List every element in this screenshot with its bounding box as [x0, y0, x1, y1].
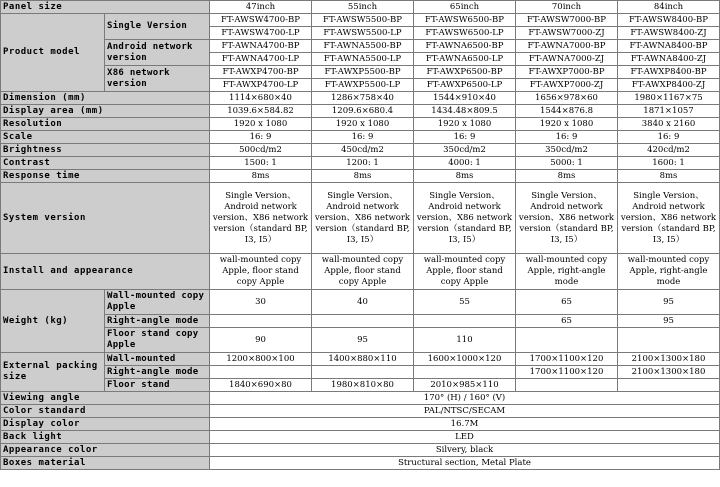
- pack-cell: 1400×880×110: [312, 353, 414, 366]
- label-display-area: Display area (mm): [1, 105, 210, 118]
- row-model-single-a: [1, 14, 720, 27]
- row-brightness: [1, 144, 720, 157]
- pack-cell: 2100×1300×180: [618, 353, 720, 366]
- row-install-appearance: [1, 254, 720, 290]
- weight-cell: 95: [312, 328, 414, 353]
- scale-cell: 16: 9: [516, 131, 618, 144]
- row-weight-floor: [1, 328, 720, 353]
- install-appearance-cell: wall-mounted copy Apple, right-angle mode: [618, 254, 720, 290]
- row-system-version: [1, 183, 720, 254]
- label-display-color: Display color: [1, 418, 210, 431]
- model-cell: FT-AWSW7000-ZJ: [516, 27, 618, 40]
- dimension-cell: 1544×910×40: [414, 92, 516, 105]
- size-cell: 55inch: [312, 1, 414, 14]
- model-cell: FT-AWSW7000-BP: [516, 14, 618, 27]
- label-right-angle-mode: Right-angle mode: [105, 315, 210, 328]
- resolution-cell: 1920 x 1080: [516, 118, 618, 131]
- label-product-model: Product model: [1, 14, 105, 92]
- label-system-version: System version: [1, 183, 210, 254]
- label-right-angle-mode: Right-angle mode: [105, 366, 210, 379]
- model-cell: FT-AWSW6500-BP: [414, 14, 516, 27]
- resolution-cell: 1920 x 1080: [414, 118, 516, 131]
- label-dimension: Dimension (mm): [1, 92, 210, 105]
- system-version-cell: Single Version、Android network version、X86 network version（standard BP, I3, I5）: [414, 183, 516, 254]
- pack-cell: 1980×810×80: [312, 379, 414, 392]
- row-display-area: [1, 105, 720, 118]
- install-appearance-cell: wall-mounted copy Apple, floor stand copy Apple: [312, 254, 414, 290]
- row-dimension: [1, 92, 720, 105]
- resolution-cell: 1920 x 1080: [210, 118, 312, 131]
- pack-cell: 2100×1300×180: [618, 366, 720, 379]
- row-weight-wall: [1, 290, 720, 315]
- model-cell: FT-AWXP4700-BP: [210, 66, 312, 79]
- dimension-cell: 1980×1167×75: [618, 92, 720, 105]
- brightness-cell: 420cd/m2: [618, 144, 720, 157]
- pack-cell: 1700×1100×120: [516, 366, 618, 379]
- dimension-cell: 1114×680×40: [210, 92, 312, 105]
- model-cell: FT-AWNA7000-BP: [516, 40, 618, 53]
- model-cell: FT-AWSW5500-BP: [312, 14, 414, 27]
- model-cell: FT-AWXP8400-ZJ: [618, 79, 720, 92]
- weight-cell: 90: [210, 328, 312, 353]
- brightness-cell: 450cd/m2: [312, 144, 414, 157]
- row-boxes-material: [1, 457, 720, 470]
- pack-cell: 1200×800×100: [210, 353, 312, 366]
- weight-cell: 110: [414, 328, 516, 353]
- label-contrast: Contrast: [1, 157, 210, 170]
- model-cell: FT-AWSW4700-LP: [210, 27, 312, 40]
- label-single-version: Single Version: [105, 14, 210, 40]
- model-cell: FT-AWXP7000-ZJ: [516, 79, 618, 92]
- response-time-cell: 8ms: [618, 170, 720, 183]
- row-weight-right: [1, 315, 720, 328]
- brightness-cell: 350cd/m2: [516, 144, 618, 157]
- contrast-cell: 1200: 1: [312, 157, 414, 170]
- scale-cell: 16: 9: [618, 131, 720, 144]
- weight-cell: [210, 315, 312, 328]
- label-brightness: Brightness: [1, 144, 210, 157]
- label-floor-stand-copy: Floor stand copy Apple: [105, 328, 210, 353]
- row-resolution: [1, 118, 720, 131]
- model-cell: FT-AWXP6500-BP: [414, 66, 516, 79]
- scale-cell: 16: 9: [210, 131, 312, 144]
- install-appearance-cell: wall-mounted copy Apple, floor stand copy Apple: [210, 254, 312, 290]
- row-display-color: [1, 418, 720, 431]
- row-model-x86-a: [1, 66, 720, 79]
- display-area-cell: 1544×876.8: [516, 105, 618, 118]
- contrast-cell: 4000: 1: [414, 157, 516, 170]
- model-cell: FT-AWXP4700-LP: [210, 79, 312, 92]
- system-version-cell: Single Version、Android network version、X86 network version（standard BP, I3, I5）: [312, 183, 414, 254]
- display-area-cell: 1209.6×680.4: [312, 105, 414, 118]
- label-boxes-material: Boxes material: [1, 457, 210, 470]
- weight-cell: 65: [516, 290, 618, 315]
- label-floor-stand: Floor stand: [105, 379, 210, 392]
- viewing-angle-value: 170° (H) / 160° (V): [210, 392, 720, 405]
- row-pack-floor: [1, 379, 720, 392]
- install-appearance-cell: wall-mounted copy Apple, right-angle mode: [516, 254, 618, 290]
- row-color-standard: [1, 405, 720, 418]
- row-scale: [1, 131, 720, 144]
- weight-cell: 65: [516, 315, 618, 328]
- resolution-cell: 1920 x 1080: [312, 118, 414, 131]
- row-model-android-a: [1, 40, 720, 53]
- model-cell: FT-AWSW4700-BP: [210, 14, 312, 27]
- response-time-cell: 8ms: [414, 170, 516, 183]
- size-cell: 84inch: [618, 1, 720, 14]
- pack-cell: [210, 366, 312, 379]
- system-version-cell: Single Version、Android network version、X86 network version（standard BP, I3, I5）: [516, 183, 618, 254]
- response-time-cell: 8ms: [516, 170, 618, 183]
- boxes-material-value: Structural section, Metal Plate: [210, 457, 720, 470]
- model-cell: FT-AWNA6500-BP: [414, 40, 516, 53]
- appearance-color-value: Silvery, black: [210, 444, 720, 457]
- system-version-cell: Single Version、Android network version、X86 network version（standard BP, I3, I5）: [210, 183, 312, 254]
- dimension-cell: 1286×758×40: [312, 92, 414, 105]
- model-cell: FT-AWNA4700-BP: [210, 40, 312, 53]
- row-appearance-color: [1, 444, 720, 457]
- pack-cell: [312, 366, 414, 379]
- pack-cell: [618, 379, 720, 392]
- model-cell: FT-AWNA5500-LP: [312, 53, 414, 66]
- brightness-cell: 350cd/m2: [414, 144, 516, 157]
- pack-cell: 1600×1000×120: [414, 353, 516, 366]
- model-cell: FT-AWSW6500-LP: [414, 27, 516, 40]
- row-viewing-angle: [1, 392, 720, 405]
- model-cell: FT-AWNA8400-BP: [618, 40, 720, 53]
- pack-cell: [414, 366, 516, 379]
- label-resolution: Resolution: [1, 118, 210, 131]
- label-external-packing: External packing size: [1, 353, 105, 392]
- system-version-cell: Single Version、Android network version、X86 network version（standard BP, I3, I5）: [618, 183, 720, 254]
- label-response-time: Response time: [1, 170, 210, 183]
- model-cell: FT-AWSW8400-ZJ: [618, 27, 720, 40]
- label-wall-mounted-copy: Wall-mounted copy Apple: [105, 290, 210, 315]
- display-area-cell: 1871×1057: [618, 105, 720, 118]
- back-light-value: LED: [210, 431, 720, 444]
- brightness-cell: 500cd/m2: [210, 144, 312, 157]
- display-color-value: 16.7M: [210, 418, 720, 431]
- weight-cell: [516, 328, 618, 353]
- model-cell: FT-AWNA4700-LP: [210, 53, 312, 66]
- model-cell: FT-AWNA6500-LP: [414, 53, 516, 66]
- model-cell: FT-AWXP7000-BP: [516, 66, 618, 79]
- weight-cell: [618, 328, 720, 353]
- response-time-cell: 8ms: [210, 170, 312, 183]
- weight-cell: 95: [618, 290, 720, 315]
- display-area-cell: 1434.48×809.5: [414, 105, 516, 118]
- contrast-cell: 5000: 1: [516, 157, 618, 170]
- model-cell: FT-AWXP8400-BP: [618, 66, 720, 79]
- label-viewing-angle: Viewing angle: [1, 392, 210, 405]
- row-response-time: [1, 170, 720, 183]
- scale-cell: 16: 9: [312, 131, 414, 144]
- color-standard-value: PAL/NTSC/SECAM: [210, 405, 720, 418]
- dimension-cell: 1656×978×60: [516, 92, 618, 105]
- label-appearance-color: Appearance color: [1, 444, 210, 457]
- contrast-cell: 1500: 1: [210, 157, 312, 170]
- row-pack-right: [1, 366, 720, 379]
- model-cell: FT-AWXP6500-LP: [414, 79, 516, 92]
- label-back-light: Back light: [1, 431, 210, 444]
- model-cell: FT-AWSW5500-LP: [312, 27, 414, 40]
- model-cell: FT-AWXP5500-LP: [312, 79, 414, 92]
- row-pack-wall: [1, 353, 720, 366]
- label-scale: Scale: [1, 131, 210, 144]
- pack-cell: [516, 379, 618, 392]
- label-wall-mounted: Wall-mounted: [105, 353, 210, 366]
- row-back-light: [1, 431, 720, 444]
- install-appearance-cell: wall-mounted copy Apple, floor stand copy Apple: [414, 254, 516, 290]
- contrast-cell: 1600: 1: [618, 157, 720, 170]
- row-contrast: [1, 157, 720, 170]
- size-cell: 65inch: [414, 1, 516, 14]
- weight-cell: 55: [414, 290, 516, 315]
- model-cell: FT-AWXP5500-BP: [312, 66, 414, 79]
- pack-cell: 1840×690×80: [210, 379, 312, 392]
- weight-cell: 95: [618, 315, 720, 328]
- label-install-appearance: Install and appearance: [1, 254, 210, 290]
- row-panel-size: [1, 1, 720, 14]
- label-color-standard: Color standard: [1, 405, 210, 418]
- weight-cell: 30: [210, 290, 312, 315]
- model-cell: FT-AWNA7000-ZJ: [516, 53, 618, 66]
- display-area-cell: 1039.6×584.82: [210, 105, 312, 118]
- weight-cell: [312, 315, 414, 328]
- weight-cell: 40: [312, 290, 414, 315]
- model-cell: FT-AWSW8400-BP: [618, 14, 720, 27]
- label-panel-size: Panel size: [1, 1, 210, 14]
- model-cell: FT-AWNA8400-ZJ: [618, 53, 720, 66]
- pack-cell: 2010×985×110: [414, 379, 516, 392]
- pack-cell: 1700×1100×120: [516, 353, 618, 366]
- scale-cell: 16: 9: [414, 131, 516, 144]
- size-cell: 47inch: [210, 1, 312, 14]
- resolution-cell: 3840 x 2160: [618, 118, 720, 131]
- label-x86-version: X86 network version: [105, 66, 210, 92]
- label-weight: Weight (kg): [1, 290, 105, 353]
- size-cell: 70inch: [516, 1, 618, 14]
- response-time-cell: 8ms: [312, 170, 414, 183]
- model-cell: FT-AWNA5500-BP: [312, 40, 414, 53]
- weight-cell: [414, 315, 516, 328]
- label-android-version: Android network version: [105, 40, 210, 66]
